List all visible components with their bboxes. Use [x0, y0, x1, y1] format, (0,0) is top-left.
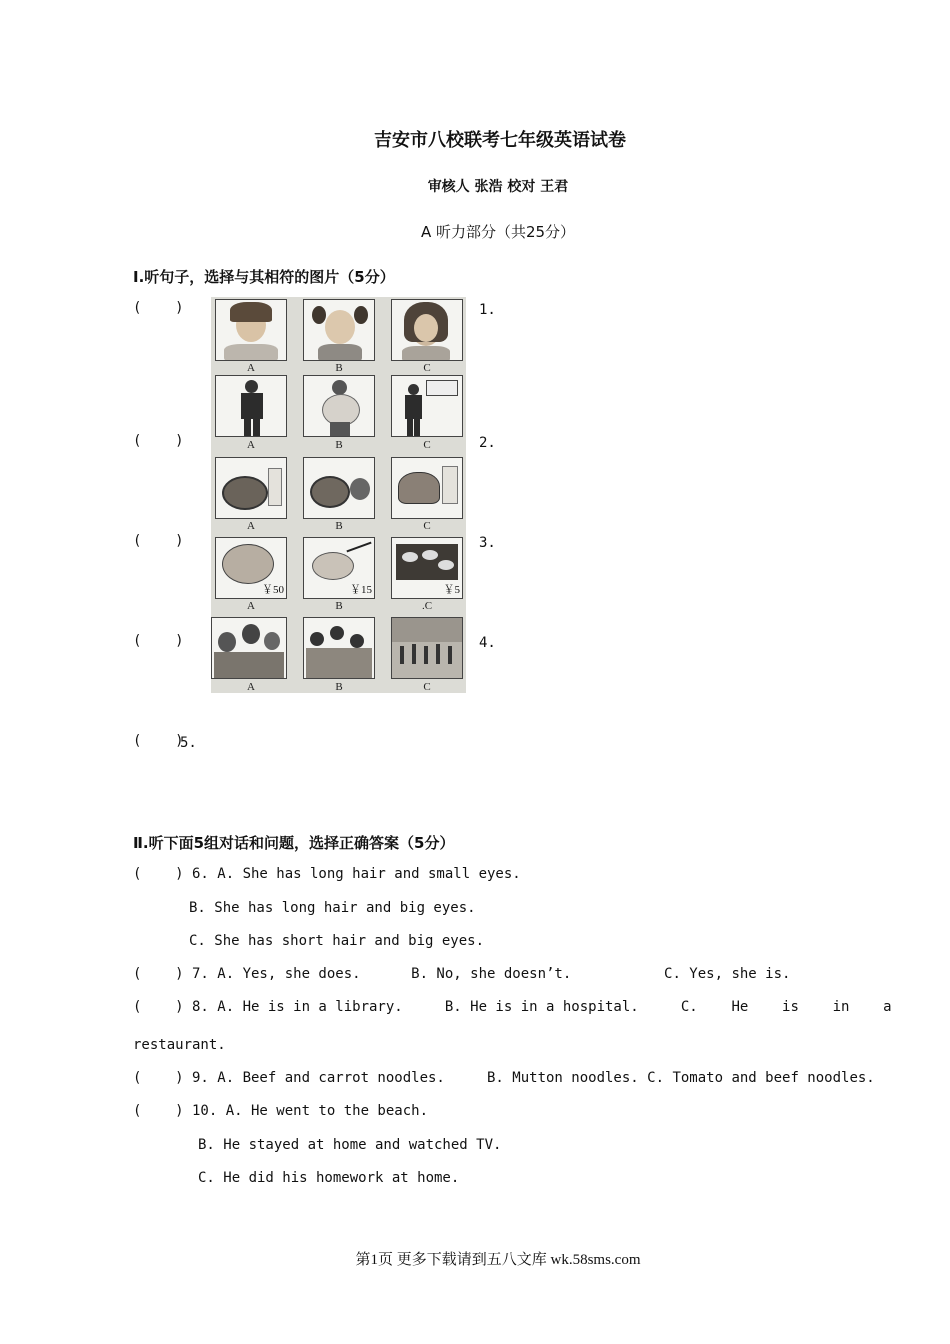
- grid-label-4a: A: [247, 600, 255, 612]
- picture-4a: [215, 537, 287, 599]
- grid-label-5a: A: [247, 681, 255, 693]
- grid-label-1c: C: [423, 362, 431, 374]
- question-10: ( ) 10. A. He went to the beach.: [133, 1103, 429, 1119]
- part-heading: A 听力部分（共25分）: [420, 223, 576, 241]
- question-6-option-c: C. She has short hair and big eyes.: [189, 933, 485, 949]
- item-number-2: 2.: [479, 435, 496, 451]
- question-10-option-c: C. He did his homework at home.: [198, 1170, 460, 1186]
- picture-1b: [303, 299, 375, 361]
- page-footer: 第1页 更多下载请到五八文库 wk.58sms.com: [355, 1252, 641, 1268]
- grid-label-5b: B: [335, 681, 343, 693]
- grid-label-1a: A: [247, 362, 255, 374]
- section2-heading: Ⅱ.听下面5组对话和问题，选择正确答案（5分）: [133, 834, 455, 852]
- question-6-option-b: B. She has long hair and big eyes.: [189, 900, 476, 916]
- picture-5c: [391, 617, 463, 679]
- picture-1c: [391, 299, 463, 361]
- question-8: ( ) 8. A. He is in a library. B. He is in a hospital. C. He is in a: [133, 999, 892, 1015]
- grid-label-3a: A: [247, 520, 255, 532]
- reviewer-line: 审核人 张浩 校对 王君: [427, 179, 569, 195]
- picture-3c: [391, 457, 463, 519]
- item-number-4: 4.: [479, 635, 496, 651]
- picture-4b: [303, 537, 375, 599]
- grid-label-1b: B: [335, 362, 343, 374]
- picture-2b: [303, 375, 375, 437]
- exam-title: 吉安市八校联考七年级英语试卷: [374, 130, 626, 151]
- answer-paren-3: ( ): [133, 533, 184, 549]
- grid-label-5c: C: [423, 681, 431, 693]
- question-6: ( ) 6. A. She has long hair and small eyes.: [133, 866, 521, 882]
- section1-heading: Ⅰ.听句子，选择与其相符的图片（5分）: [133, 268, 395, 286]
- picture-2a: [215, 375, 287, 437]
- answer-paren-1: ( ): [133, 300, 184, 316]
- picture-3b: [303, 457, 375, 519]
- item-number-5: 5.: [180, 735, 197, 751]
- price-4a: ￥50: [262, 584, 284, 596]
- grid-label-3b: B: [335, 520, 343, 532]
- picture-2c: [391, 375, 463, 437]
- grid-label-2c: C: [423, 439, 431, 451]
- grid-label-2b: B: [335, 439, 343, 451]
- grid-label-3c: C: [423, 520, 431, 532]
- answer-paren-5: ( ): [133, 733, 184, 749]
- grid-label-4b: B: [335, 600, 343, 612]
- question-8-continued: restaurant.: [133, 1037, 226, 1053]
- item-number-1: 1.: [479, 302, 496, 318]
- picture-grid: [211, 297, 466, 693]
- picture-1a: [215, 299, 287, 361]
- picture-5a: [211, 617, 287, 679]
- grid-label-2a: A: [247, 439, 255, 451]
- question-7: ( ) 7. A. Yes, she does. B. No, she doesn’t. C. Yes, she is.: [133, 966, 791, 982]
- question-10-option-b: B. He stayed at home and watched TV.: [198, 1137, 502, 1153]
- answer-paren-2: ( ): [133, 433, 184, 449]
- question-9: ( ) 9. A. Beef and carrot noodles. B. Mutton noodles. C. Tomato and beef noodles.: [133, 1070, 875, 1086]
- price-4b: ￥15: [350, 584, 372, 596]
- answer-paren-4: ( ): [133, 633, 184, 649]
- grid-label-4c: .C: [421, 600, 433, 612]
- price-4c: ￥5: [443, 584, 460, 596]
- picture-4c: [391, 537, 463, 599]
- item-number-3: 3.: [479, 535, 496, 551]
- picture-5b: [303, 617, 375, 679]
- picture-3a: [215, 457, 287, 519]
